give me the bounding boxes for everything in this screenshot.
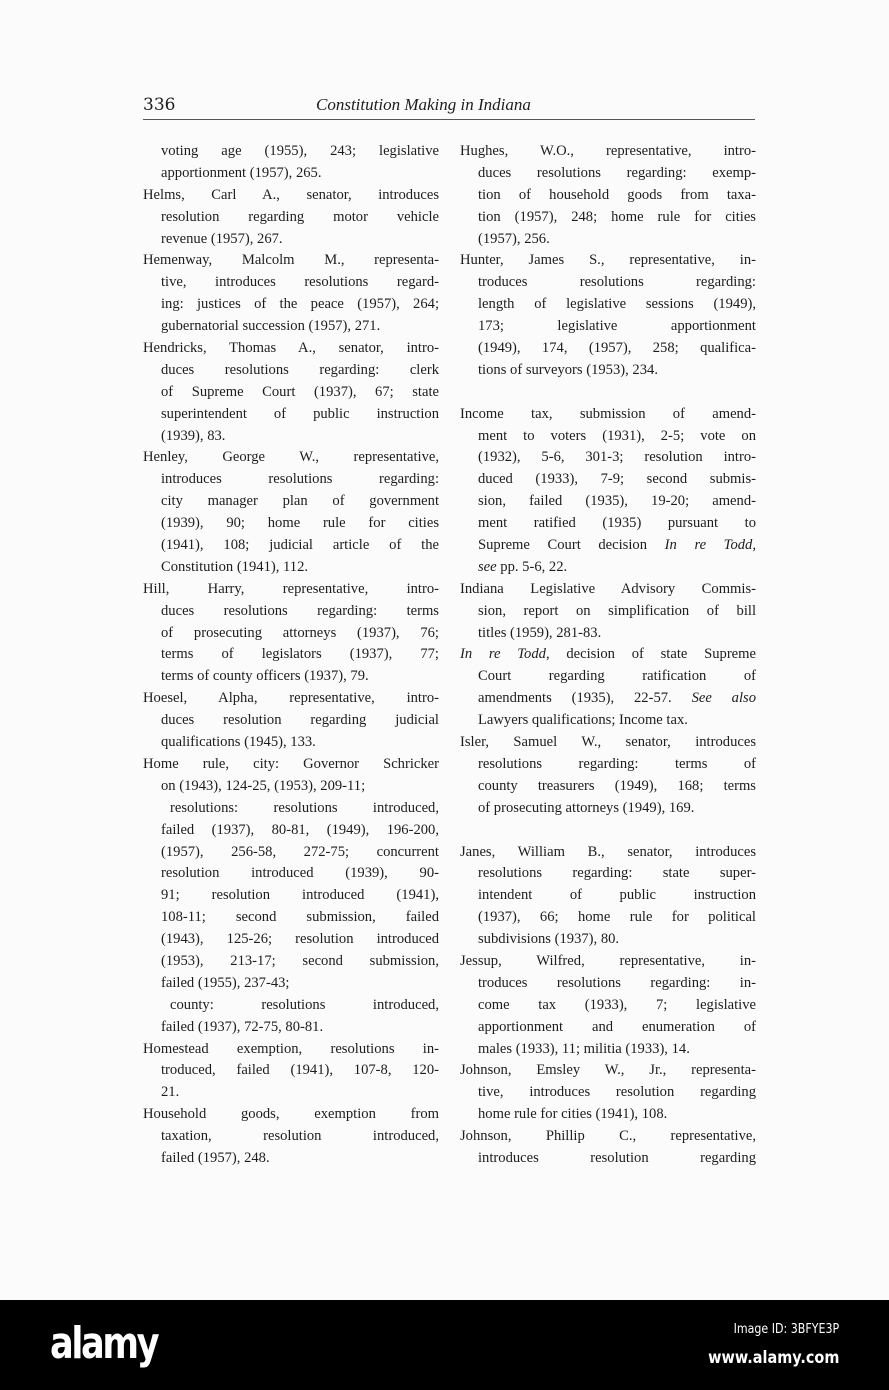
index-entry: [460, 404, 756, 579]
entry-line: tion (1957), 248; home rule for cities: [478, 208, 756, 225]
text-segment: amendments (1935), 22-57.: [478, 690, 692, 707]
entry-line: terms of county officers (1937), 79.: [161, 668, 369, 685]
index-entry: [460, 732, 756, 820]
entry-line: Court regarding ratification of: [478, 668, 756, 685]
entry-line: Home rule, city: Governor Schricker: [143, 755, 439, 772]
page-number: 336: [143, 95, 176, 115]
entry-line: (1943), 125-26; resolution introduced: [161, 931, 439, 948]
entry-line: on (1943), 124-25, (1953), 209-11;: [161, 777, 366, 794]
entry-line: Hunter, James S., representative, in-: [460, 252, 756, 269]
entry-line: (1941), 108; judicial article of the: [161, 537, 439, 554]
section-gap: [460, 820, 756, 842]
index-entry: [460, 842, 756, 951]
index-entry: [143, 185, 439, 251]
entry-line: (1937), 66; home rule for political: [478, 909, 756, 926]
entry-line: Johnson, Emsley W., Jr., representa-: [460, 1062, 756, 1079]
italic-text: In re Todd,: [664, 537, 757, 554]
entry-line: 21.: [161, 1084, 180, 1101]
image-id: Image ID: 3BFYE3P: [733, 1322, 839, 1337]
entry-line: 173; legislative apportionment: [478, 318, 756, 335]
entry-line: duces resolutions regarding: clerk: [161, 361, 439, 378]
watermark-banner: [0, 1300, 889, 1390]
entry-line: tions of surveyors (1953), 234.: [478, 361, 658, 378]
entry-line: Helms, Carl A., senator, introduces: [143, 186, 439, 203]
entry-line: introduces resolutions regarding:: [161, 471, 439, 488]
entry-line: Hill, Harry, representative, intro-: [143, 580, 439, 597]
italic-text: See also: [691, 690, 756, 707]
entry-line: resolution introduced (1939), 90-: [161, 865, 439, 882]
text-segment: pp. 5-6, 22.: [496, 558, 568, 575]
index-entry: [460, 644, 756, 732]
index-entry: [460, 250, 756, 381]
entry-line: Jessup, Wilfred, representative, in-: [460, 952, 756, 969]
entry-line: sion, report on simplification of bill: [478, 602, 756, 619]
entry-line: qualifications (1945), 133.: [161, 734, 316, 751]
entry-line: [460, 557, 756, 579]
entry-line: Hoesel, Alpha, representative, intro-: [143, 690, 439, 707]
entry-line: 91; resolution introduced (1941),: [161, 887, 439, 904]
entry-line: duces resolution regarding judicial: [161, 712, 439, 729]
index-entry: [143, 688, 439, 754]
section-gap: [460, 382, 756, 404]
entry-line: (1957), 256-58, 272-75; concurrent: [161, 843, 439, 860]
entry-line: troduced, failed (1941), 107-8, 120-: [161, 1062, 439, 1079]
index-entry: [143, 754, 439, 1039]
entry-line: failed (1957), 248.: [161, 1149, 270, 1166]
entry-line: gubernatorial succession (1957), 271.: [161, 318, 381, 335]
entry-line: tive, introduces resolutions regard-: [161, 274, 439, 291]
entry-line: failed (1937), 72-75, 80-81.: [161, 1018, 324, 1035]
index-entry: [143, 579, 439, 688]
italic-text: see: [478, 558, 497, 575]
watermark-url: www.alamy.com: [707, 1348, 839, 1368]
entry-line: tive, introduces resolution regarding: [478, 1084, 756, 1101]
entry-line: 108-11; second submission, failed: [161, 909, 439, 926]
index-entry: [143, 447, 439, 578]
italic-text: In re Todd: [460, 646, 546, 663]
entry-line: Homestead exemption, resolutions in-: [143, 1040, 439, 1057]
entry-line: superintendent of public instruction: [161, 405, 439, 422]
entry-line: Constitution (1941), 112.: [161, 558, 309, 575]
entry-line: resolutions: resolutions introduced,: [170, 799, 439, 816]
entry-line: (1953), 213-17; second submission,: [161, 952, 439, 969]
entry-line: of prosecuting attorneys (1949), 169.: [478, 799, 695, 816]
index-entry: [143, 1104, 439, 1170]
running-title: Constitution Making in Indiana: [316, 95, 531, 114]
entry-line: of Supreme Court (1937), 67; state: [161, 383, 439, 400]
entry-line: apportionment (1957), 265.: [161, 164, 322, 181]
entry-line: ment to voters (1931), 2-5; vote on: [478, 427, 756, 444]
entry-line: terms of legislators (1937), 77;: [161, 646, 439, 663]
index-entry: [460, 1126, 756, 1170]
entry-line: city manager plan of government: [161, 493, 439, 510]
entry-line: subdivisions (1937), 80.: [478, 931, 620, 948]
entry-line: males (1933), 11; militia (1933), 14.: [478, 1040, 690, 1057]
entry-line: duces resolutions regarding: exemp-: [478, 164, 756, 181]
index-entry: [460, 141, 756, 250]
index-column-left: [143, 141, 439, 1170]
entry-line: home rule for cities (1941), 108.: [478, 1106, 668, 1123]
alamy-logo: alamy: [50, 1318, 158, 1369]
index-entry: [460, 579, 756, 645]
entry-line: ment ratified (1935) pursuant to: [478, 515, 756, 532]
entry-line: failed (1955), 237-43;: [161, 974, 290, 991]
entry-line: (1949), 174, (1957), 258; qualifica-: [478, 340, 756, 357]
entry-line: Johnson, Phillip C., representative,: [460, 1128, 756, 1145]
entry-line: intendent of public instruction: [478, 887, 756, 904]
entry-line: (1939), 83.: [161, 427, 226, 444]
text-segment: , decision of state Supreme: [545, 646, 756, 663]
index-column-right: [460, 141, 756, 1170]
index-entry: [143, 1039, 439, 1105]
entry-line: resolutions regarding: state super-: [478, 865, 756, 882]
entry-line: resolutions regarding: terms of: [478, 755, 756, 772]
entry-line: Henley, George W., representative,: [143, 449, 439, 466]
entry-line: [460, 688, 756, 710]
entry-line: resolution regarding motor vehicle: [161, 208, 439, 225]
entry-line: county: resolutions introduced,: [170, 996, 439, 1013]
entry-line: introduces resolution regarding: [478, 1149, 756, 1166]
entry-line: (1939), 90; home rule for cities: [161, 515, 439, 532]
entry-line: Income tax, submission of amend-: [460, 405, 756, 422]
entry-line: troduces resolutions regarding: in-: [478, 974, 756, 991]
entry-line: voting age (1955), 243; legislative: [161, 143, 439, 159]
entry-line: length of legislative sessions (1949),: [478, 296, 756, 313]
entry-line: Hendricks, Thomas A., senator, intro-: [143, 340, 439, 357]
entry-line: Isler, Samuel W., senator, introduces: [460, 734, 756, 751]
entry-line: ing: justices of the peace (1957), 264;: [161, 296, 439, 313]
index-entry: [143, 338, 439, 447]
entry-line: Indiana Legislative Advisory Commis-: [460, 580, 756, 597]
entry-line: duced (1933), 7-9; second submis-: [478, 471, 756, 488]
index-entry: [143, 141, 439, 185]
entry-line: Hughes, W.O., representative, intro-: [460, 143, 756, 159]
header-rule: [143, 119, 755, 120]
entry-line: (1932), 5-6, 301-3; resolution intro-: [478, 449, 756, 466]
entry-line: come tax (1933), 7; legislative: [478, 996, 756, 1013]
entry-line: taxation, resolution introduced,: [161, 1128, 439, 1145]
entry-line: [460, 644, 756, 666]
entry-line: revenue (1957), 267.: [161, 230, 283, 247]
index-entry: [460, 951, 756, 1060]
entry-line: tion of household goods from taxa-: [478, 186, 756, 203]
entry-line: of prosecuting attorneys (1937), 76;: [161, 624, 439, 641]
entry-line: sion, failed (1935), 19-20; amend-: [478, 493, 756, 510]
entry-line: failed (1937), 80-81, (1949), 196-200,: [161, 821, 439, 838]
entry-line: duces resolutions regarding: terms: [161, 602, 439, 619]
entry-line: Hemenway, Malcolm M., representa-: [143, 252, 439, 269]
entry-line: titles (1959), 281-83.: [478, 624, 602, 641]
entry-line: [460, 535, 756, 557]
entry-line: Janes, William B., senator, introduces: [460, 843, 756, 860]
entry-line: (1957), 256.: [478, 230, 550, 247]
entry-line: apportionment and enumeration of: [478, 1018, 756, 1035]
text-segment: Supreme Court decision: [478, 537, 665, 554]
entry-line: Lawyers qualifications; Income tax.: [478, 712, 688, 729]
entry-line: county treasurers (1949), 168; terms: [478, 777, 756, 794]
index-entry: [460, 1060, 756, 1126]
entry-line: troduces resolutions regarding:: [478, 274, 756, 291]
index-entry: [143, 250, 439, 338]
entry-line: Household goods, exemption from: [143, 1106, 439, 1123]
